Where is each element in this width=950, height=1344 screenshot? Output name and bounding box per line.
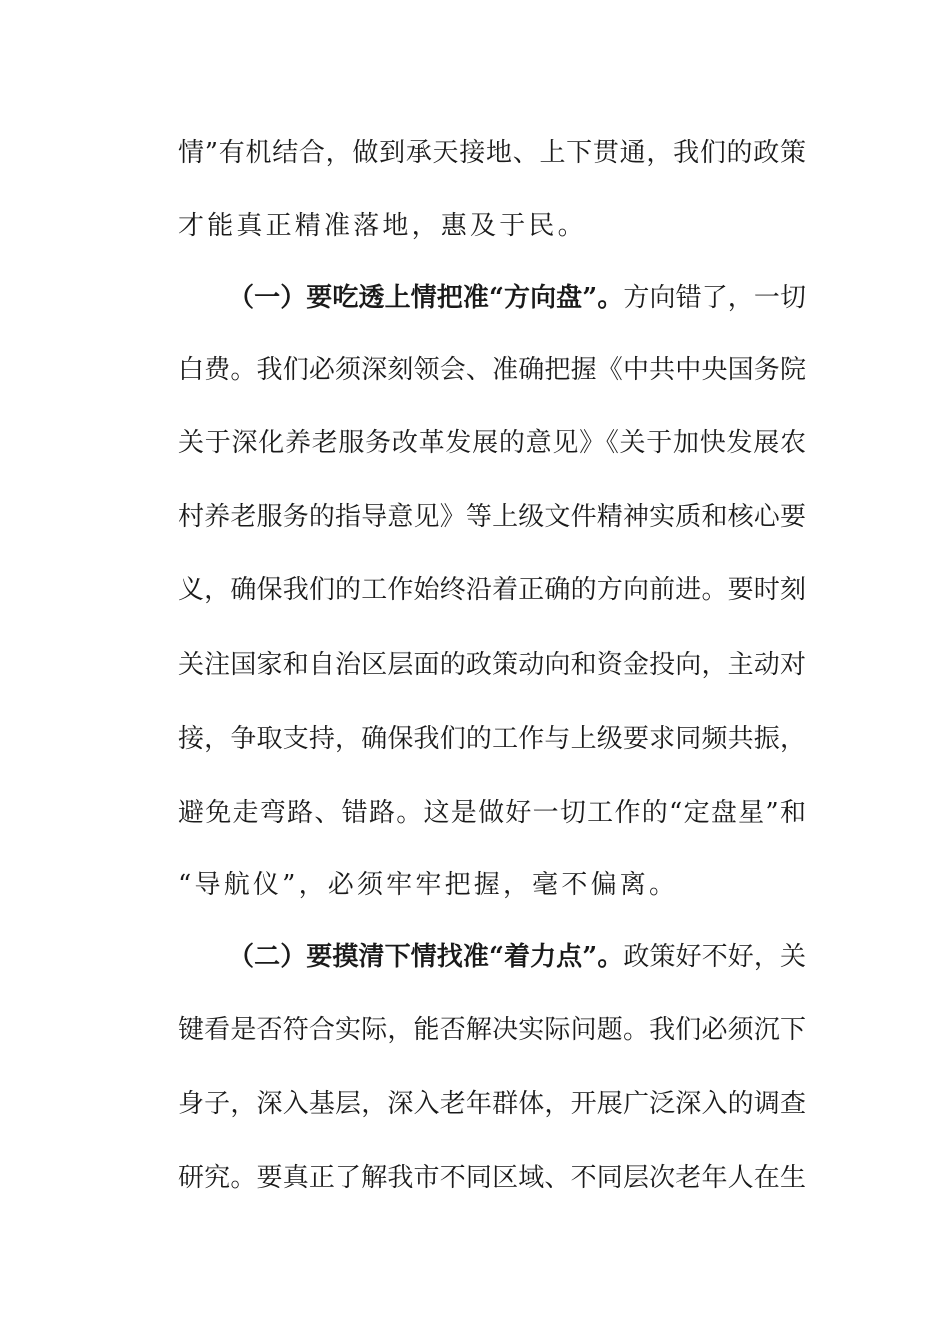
text-line-4 — [178, 350, 806, 390]
section-heading-1-line — [228, 278, 806, 318]
line-7-text: 义，确保我们的工作始终沿着正确的方向前进。要时刻 — [178, 575, 806, 605]
text-line-14 — [178, 1084, 806, 1124]
text-line-6 — [178, 497, 806, 537]
text-line-13 — [178, 1010, 806, 1050]
line-12-text: 政策好不好，关 — [623, 942, 806, 972]
line-10-text: 避免走弯路、错路。这是做好一切工作的“定盘星”和 — [178, 798, 806, 828]
line-1-text: 情”有机结合，做到承天接地、上下贯通，我们的政策 — [178, 138, 806, 168]
section-heading-2-line — [228, 937, 806, 977]
text-line-9 — [178, 719, 806, 759]
section-heading-1: （一）要吃透上情把准“方向盘”。 — [228, 283, 624, 313]
line-6-text: 村养老服务的指导意见》等上级文件精神实质和核心要 — [178, 502, 806, 532]
text-line-1 — [178, 133, 806, 173]
line-5-text: 关于深化养老服务改革发展的意见》《关于加快发展农 — [178, 428, 806, 458]
line-2-text: 才能真正精准落地，惠及于民。 — [178, 211, 587, 241]
line-11-text: “导航仪”，必须牢牢把握，毫不偏离。 — [178, 870, 679, 900]
line-4-text: 白费。我们必须深刻领会、准确把握《中共中央国务院 — [178, 355, 806, 385]
line-9-text: 接，争取支持，确保我们的工作与上级要求同频共振， — [178, 724, 806, 754]
text-line-15 — [178, 1158, 806, 1198]
line-15-text: 研究。要真正了解我市不同区域、不同层次老年人在生 — [178, 1163, 806, 1193]
text-line-10 — [178, 793, 806, 833]
text-line-11 — [178, 865, 806, 905]
line-13-text: 键看是否符合实际，能否解决实际问题。我们必须沉下 — [178, 1015, 806, 1045]
section-heading-2: （二）要摸清下情找准“着力点”。 — [228, 942, 624, 972]
line-8-text: 关注国家和自治区层面的政策动向和资金投向，主动对 — [178, 650, 806, 680]
text-line-7 — [178, 570, 806, 610]
text-line-5 — [178, 423, 806, 463]
line-3-text: 方向错了，一切 — [623, 283, 806, 313]
line-14-text: 身子，深入基层，深入老年群体，开展广泛深入的调查 — [178, 1089, 806, 1119]
text-line-8 — [178, 645, 806, 685]
text-line-2 — [178, 206, 806, 246]
